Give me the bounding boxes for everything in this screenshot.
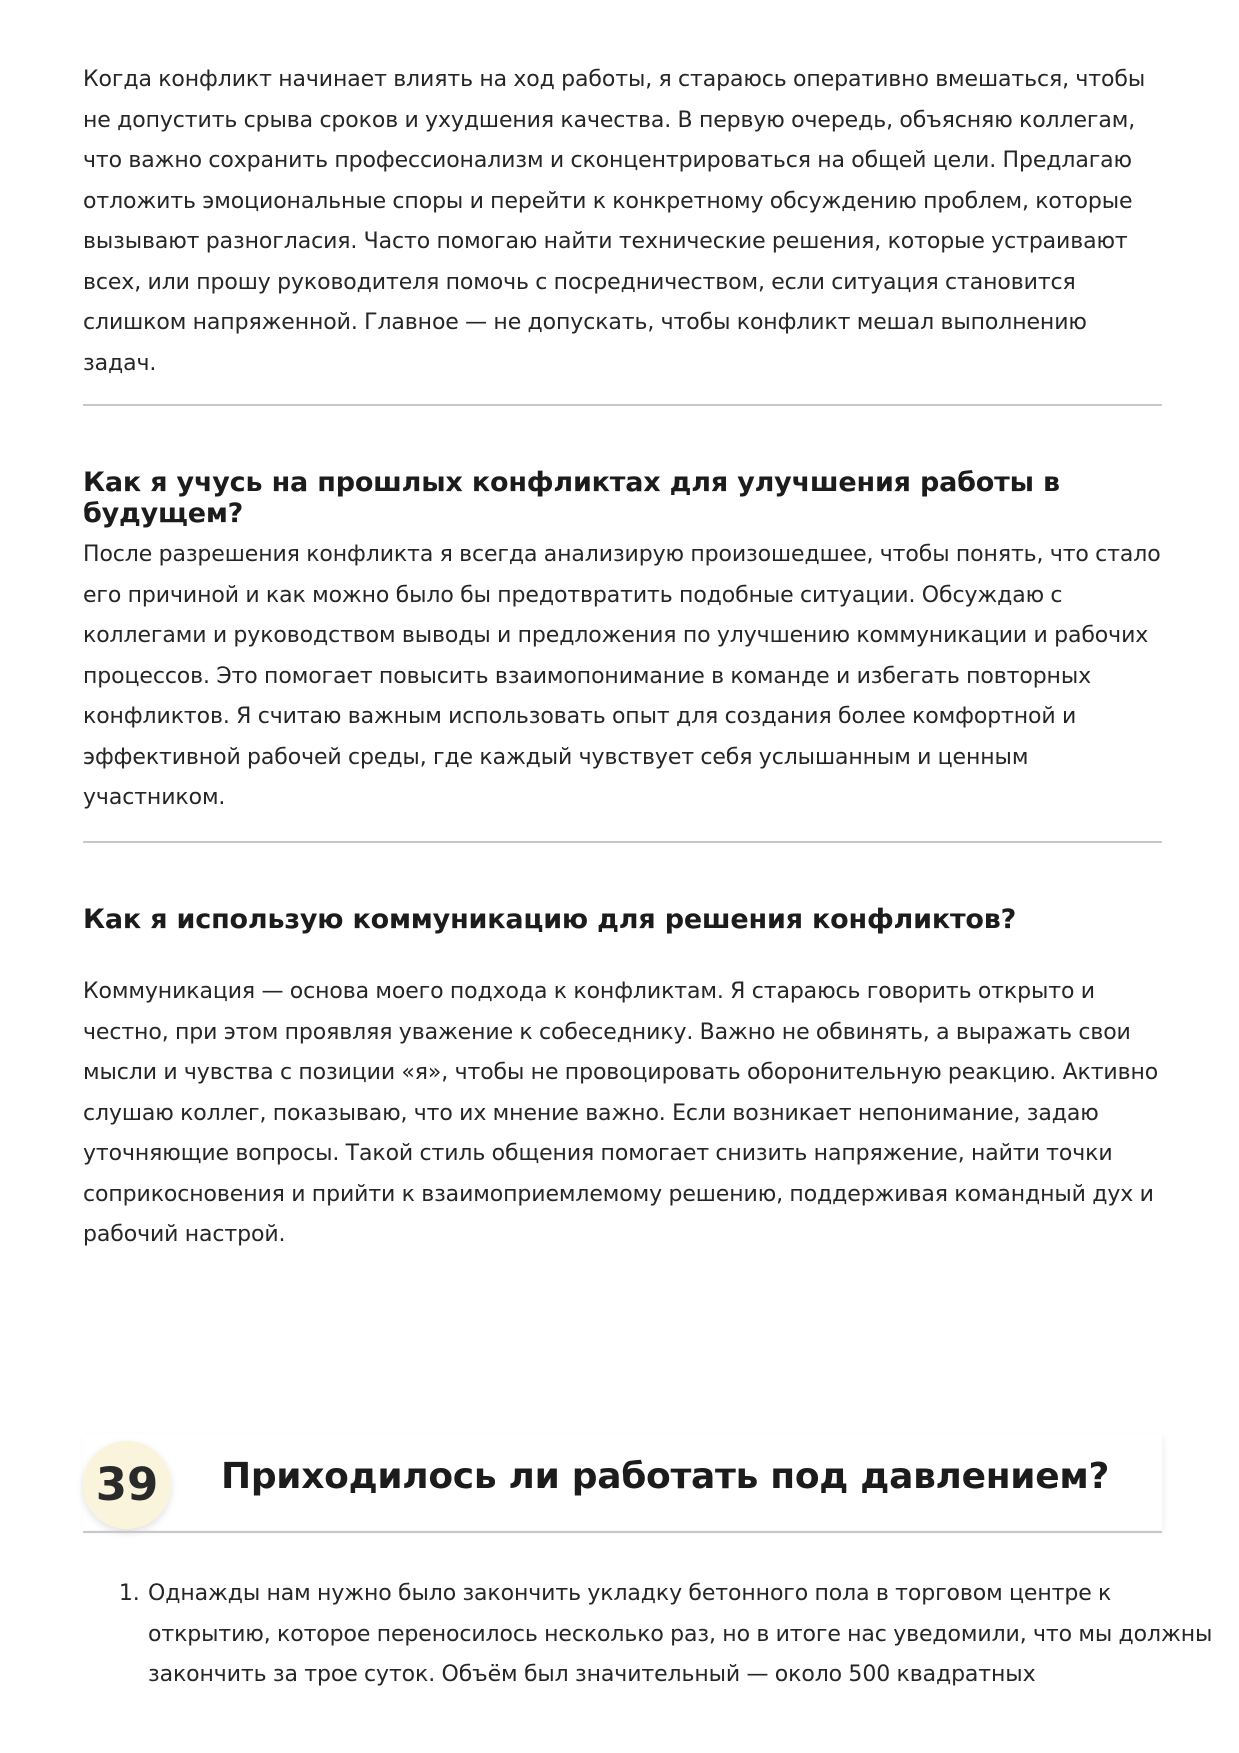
subheading-learning-from-conflicts: Как я учусь на прошлых конфликтах для улучшения работы в будущем?	[83, 467, 1060, 529]
question-number-badge: 39	[83, 1441, 171, 1529]
question-divider	[83, 1531, 1162, 1533]
paragraph-conflict-intervention: Когда конфликт начинает влиять на ход работы, я стараюсь оперативно вмешаться, чтобы не допустить срыва сроков и ухудшения качества. В первую очередь, объясняю коллегам, что важно сохранить профессионализм и сконцентрироваться на общей цели. Предлагаю отложить эмоциональные споры и перейти к конкретному обсуждению проблем, которые вызывают разногласия. Часто помогаю найти технические решения, которые устраивают всех, или прошу руководителя помочь с посредничеством, если ситуация становится слишком напряженной. Главное — не допускать, чтобы конфликт мешал выполнению задач.	[83, 67, 1146, 376]
paragraph-learning-from-conflicts: После разрешения конфликта я всегда анализирую произошедшее, чтобы понять, что стало его причиной и как можно было бы предотвратить подобные ситуации. Обсуждаю с коллегами и руководством выводы и предложения по улучшению коммуникации и рабочих процессов. Это помогает повысить взаимопонимание в команде и избегать повторных конфликтов. Я считаю важным использовать опыт для создания более комфортной и эффективной рабочей среды, где каждый чувствует себя услышанным и ценным участником.	[83, 542, 1161, 810]
section-divider	[83, 841, 1162, 843]
question-title: Приходилось ли работать под давлением?	[221, 1456, 1110, 1497]
question-header	[83, 1434, 1162, 1530]
section-divider	[83, 404, 1162, 406]
subheading-communication: Как я использую коммуникацию для решения конфликтов?	[83, 904, 1017, 935]
answer-list	[83, 1574, 1225, 1696]
paragraph-communication: Коммуникация — основа моего подхода к конфликтам. Я стараюсь говорить открыто и честно, при этом проявляя уважение к собеседнику. Важно не обвинять, а выражать свои мысли и чувства с позиции «я», чтобы не провоцировать оборонительную реакцию. Активно слушаю коллег, показываю, что их мнение важно. Если возникает непонимание, задаю уточняющие вопросы. Такой стиль общения помогает снизить напряжение, найти точки соприкосновения и прийти к взаимоприемлемому решению, поддерживая командный дух и рабочий настрой.	[83, 979, 1159, 1247]
answer-item: 1. Однажды нам нужно было закончить укладку бетонного пола в торговом центре к открытию, которое переносилось несколько раз, но в итоге нас уведомили, что мы должны закончить за трое суток. Объём был значительный — около 500 квадратных	[146, 1574, 1225, 1696]
